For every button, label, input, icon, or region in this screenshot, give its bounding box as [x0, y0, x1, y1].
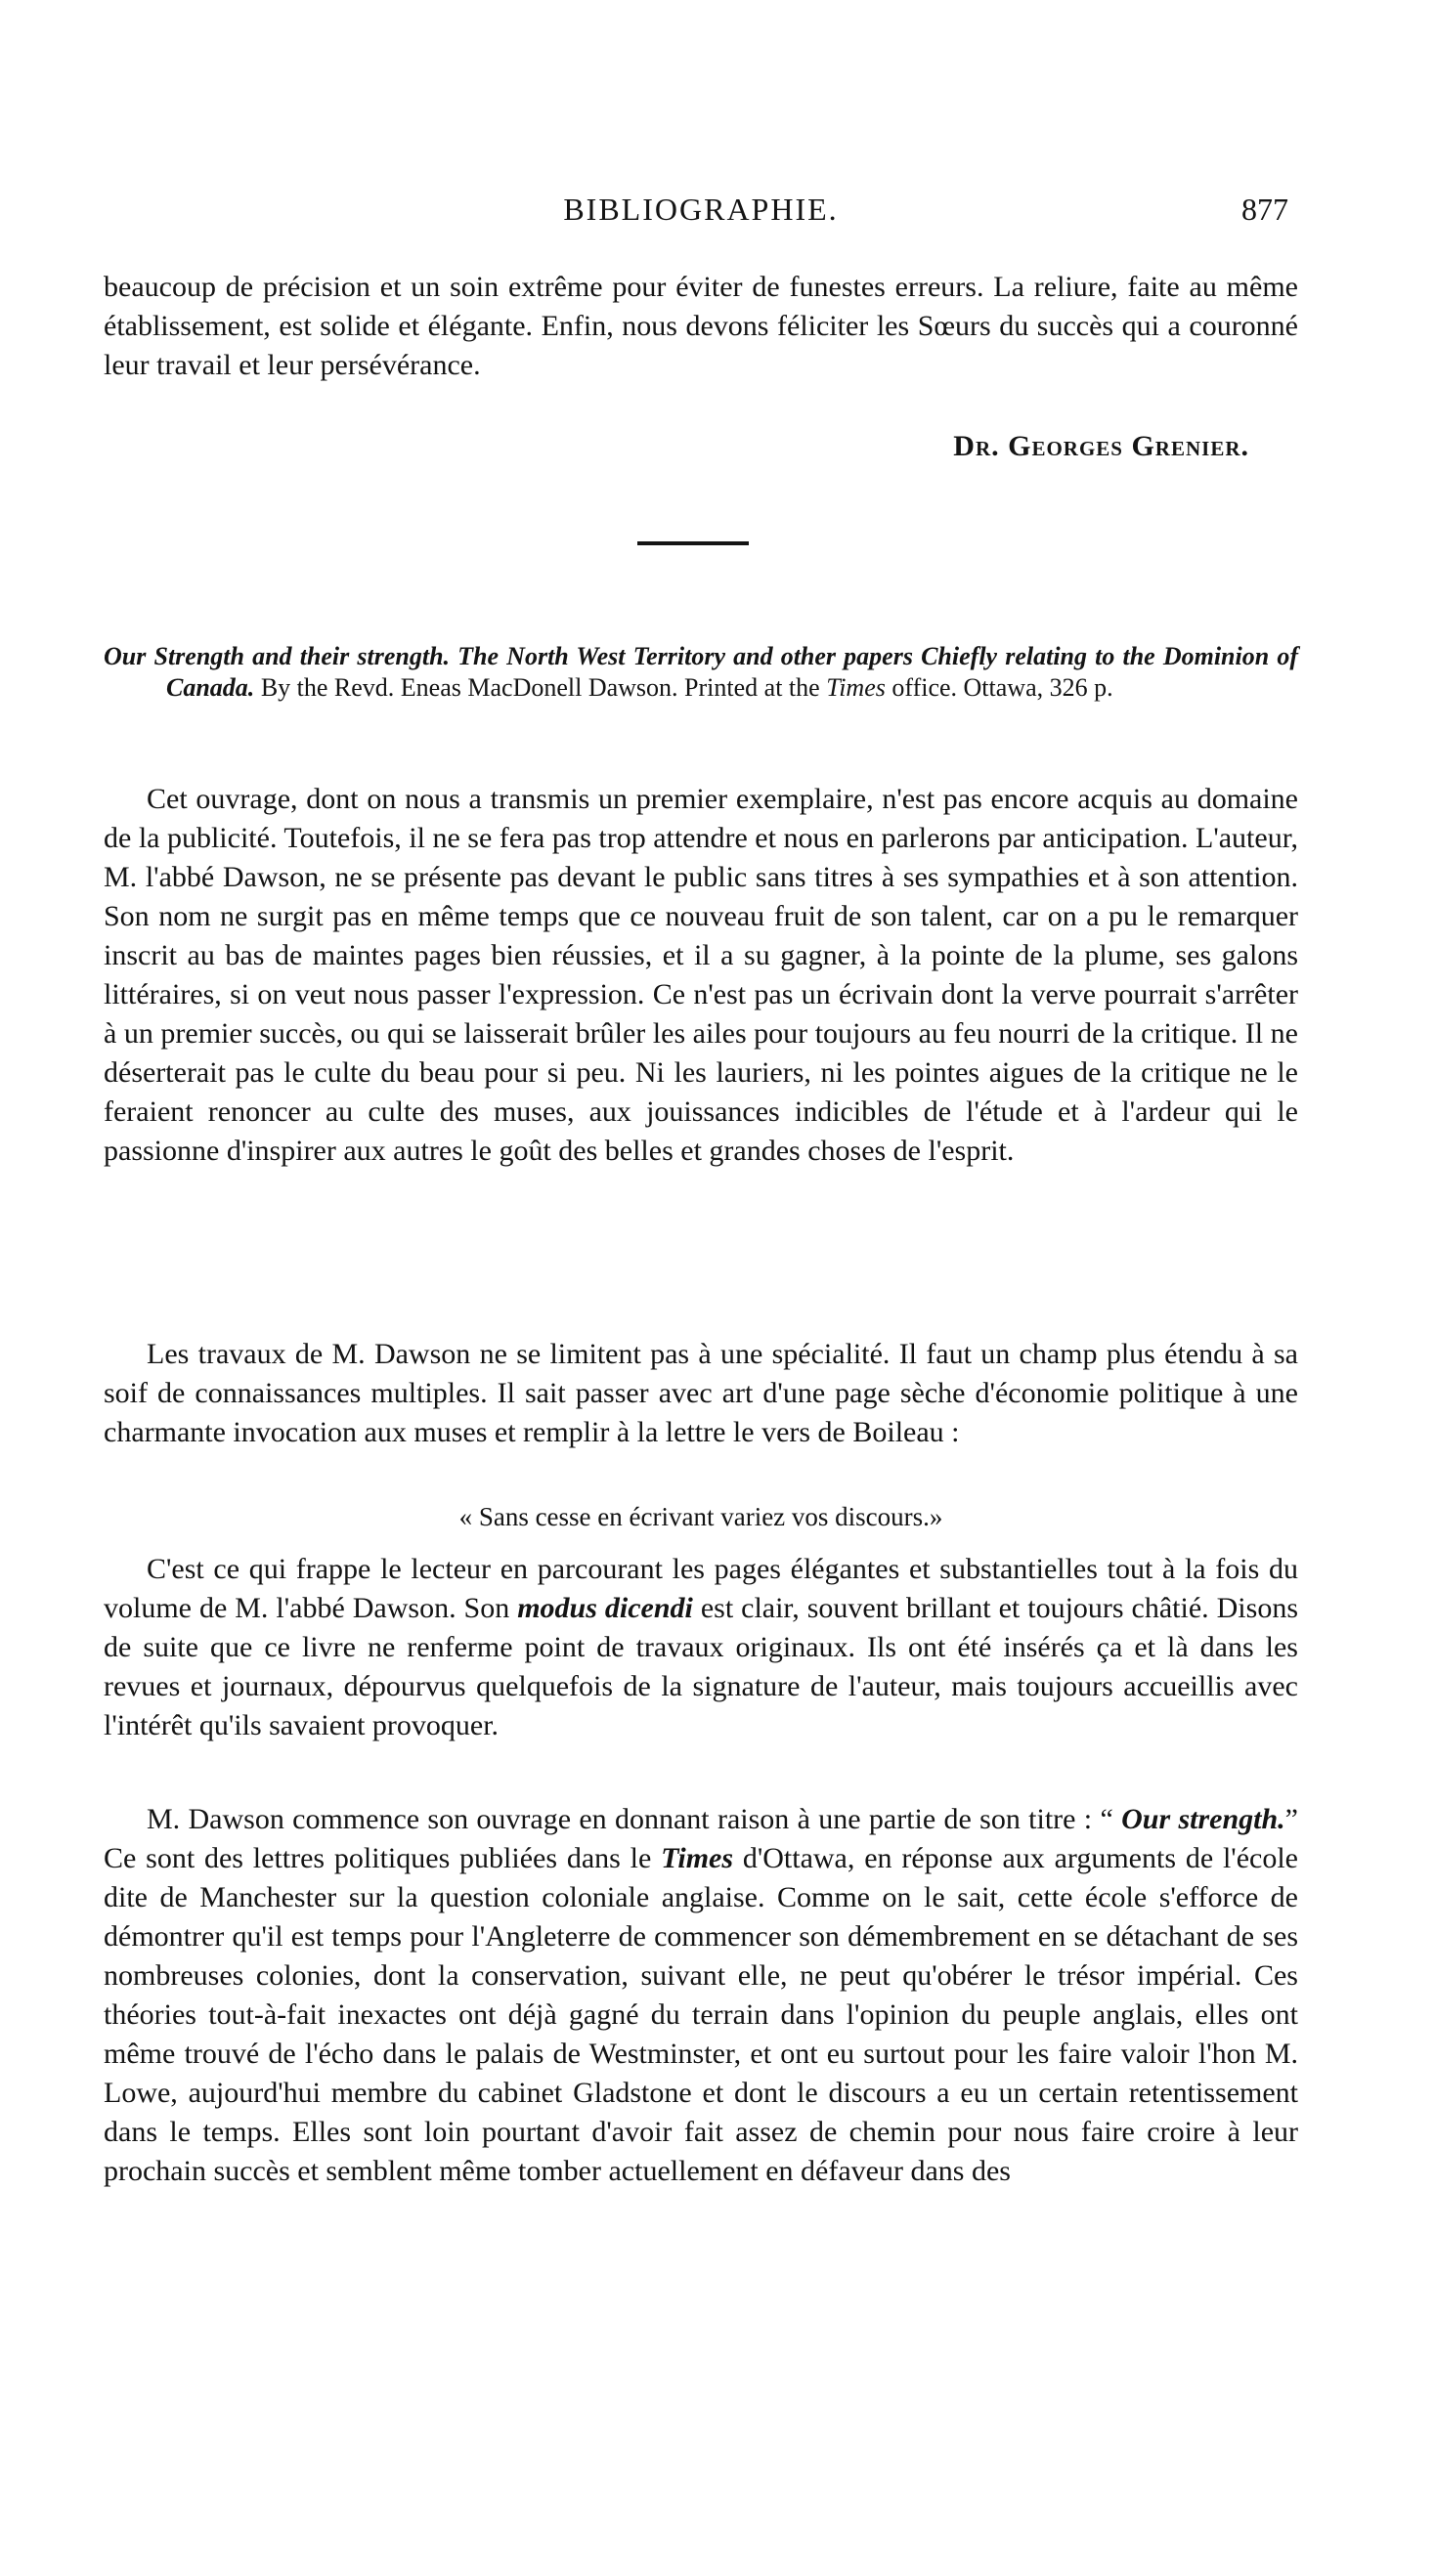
- section-divider: [637, 541, 749, 545]
- citation-title: Our Strength and their strength. The North West Territory and other papers Chiefly relating to the Dominion of Canada.: [104, 642, 1298, 702]
- citation-place: office. Ottawa, 326 p.: [885, 673, 1113, 702]
- review-paragraph: [104, 1800, 1298, 2191]
- book-citation: [104, 641, 1298, 704]
- page-number: 877: [1241, 192, 1288, 227]
- review-paragraph: Les travaux de M. Dawson ne se limitent pas à une spécialité. Il faut un champ plus étendu à sa soif de connaissances multiples. Il sait passer avec art d'une page sèche d'économie politique à une charmante invocation aux muses et remplir à la lettre le vers de Boileau :: [104, 1338, 1298, 1448]
- running-header: [104, 192, 1298, 235]
- citation-author: By the Revd. Eneas MacDonell Dawson. Printed at the: [254, 673, 827, 702]
- paragraph-text: M. Dawson commence son ouvrage en donnant raison à une partie de son titre : “: [147, 1803, 1122, 1835]
- review-paragraph: Cet ouvrage, dont on nous a transmis un premier exemplaire, n'est pas encore acquis au domaine de la publicité. Toutefois, il ne se fera pas trop attendre et nous en parlerons par anticipation. L'auteur, M. l'abbé Dawson, ne se présente pas devant le public sans titres à ses sympathies et à son attention. Son nom ne surgit pas en même temps que ce nouveau fruit de son talent, car on a pu le remarquer inscrit au bas de maintes pages bien réussies, et il a su gagner, à la pointe de la plume, ses galons littéraires, si on veut nous passer l'expression. Ce n'est pas un écrivain dont la verve pourrait s'arrêter à un premier succès, ou qui se laisserait brûler les ailes pour toujours au feu nourri de la critique. Il ne déserterait pas le culte du beau pour si peu. Ni les lauriers, ni les pointes aigues de la critique ne le feraient renoncer au culte des muses, aux jouissances indicibles de l'étude et à l'ardeur qui le passionne d'inspirer aux autres le goût des belles et grandes choses de l'esprit.: [104, 783, 1298, 1167]
- paragraph-continuation: beaucoup de précision et un soin extrême pour éviter de funestes erreurs. La reliure, faite au même établissement, est solide et élégante. Enfin, nous devons féliciter les Sœurs du succès qui a couronné leur travail et leur persévérance.: [104, 271, 1298, 381]
- running-title: BIBLIOGRAPHIE.: [563, 192, 839, 227]
- review-paragraph: [104, 1550, 1298, 1745]
- paragraph-text: ” Ce sont des lettres politiques publiées dans le: [104, 1803, 1298, 1874]
- paragraph-text: C'est ce qui frappe le lecteur en parcourant les pages élégantes et substantielles tout à la fois du volume de M. l'abbé Dawson. Son: [104, 1553, 1298, 1624]
- author-signature: Dr. Georges Grenier.: [953, 430, 1249, 462]
- paragraph-text: d'Ottawa, en réponse aux arguments de l'école dite de Manchester sur la question coloniale anglaise. Comme on le sait, cette école s'efforce de démontrer qu'il est temps pour l'Angleterre de commencer son démembrement en se détachant de ses nombreuses colonies, dont la conservation, suivant elle, ne peut qu'obérer le trésor impérial. Ces théories tout-à-fait inexactes ont déjà gagné du terrain dans l'opinion du peuple anglais, elles ont même trouvé de l'écho dans le palais de Westminster, et ont eu surtout pour les faire valoir l'hon M. Lowe, aujourd'hui membre du cabinet Gladstone et dont le discours a eu un certain retentissement dans le temps. Elles sont loin pourtant d'avoir fait assez de chemin pour nous faire croire à leur prochain succès et semblent même tomber actuellement en défaveur dans des: [104, 1842, 1298, 2187]
- paragraph-text: est clair, souvent brillant et toujours châtié. Disons de suite que ce livre ne renferme point de travaux originaux. Ils ont été insérés ça et là dans les revues et journaux, dépourvus quelquefois de la signature de l'auteur, mais toujours accueillis avec l'intérêt qu'ils savaient provoquer.: [104, 1592, 1298, 1741]
- italic-phrase: Our strength.: [1121, 1803, 1285, 1835]
- citation-publisher: Times: [826, 673, 886, 702]
- italic-phrase: modus dicendi: [517, 1592, 693, 1624]
- boileau-quote: « Sans cesse en écrivant variez vos discours.»: [458, 1502, 943, 1531]
- italic-phrase: Times: [661, 1842, 734, 1874]
